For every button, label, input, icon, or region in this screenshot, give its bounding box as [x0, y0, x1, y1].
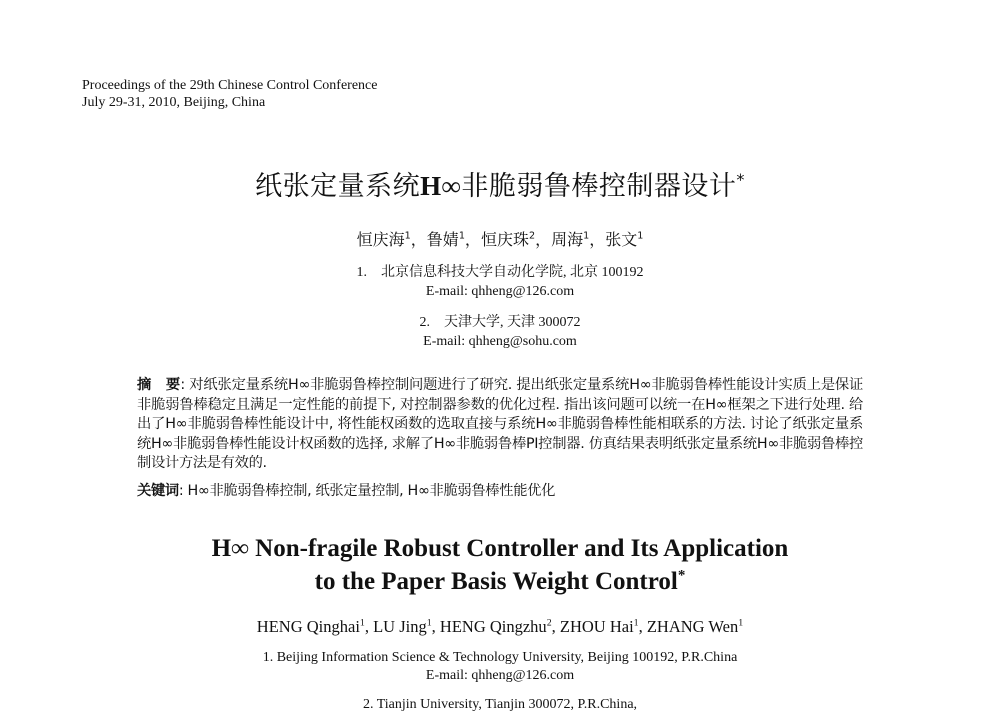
keywords-label: 关键词	[137, 483, 179, 499]
chinese-email-1: E-mail: qhheng@126.com	[425, 284, 575, 299]
chinese-affiliation-1: 1. 北京信息科技大学自动化学院, 北京 100192	[356, 265, 644, 280]
chinese-author-list: 恒庆海$^1$，鲁婧$^1$，恒庆珠$^2$，周海$^1$，张文$^1$	[356, 230, 644, 249]
english-author: ZHANG Wen$^1$	[646, 617, 744, 636]
abstract-text: : 对纸张定量系统H∞非脆弱鲁棒控制问题进行了研究. 提出纸张定量系统H∞非脆弱鲁棒性能设计实质上是保证非脆弱鲁棒稳定且满足一定性能的前提下, 对控制器参数的优化过程. 指出该问题可以统一在H∞框架之下进行处理. 给出了H∞非脆弱鲁棒性能设计中, 将性能权函数的选取直接与系统H∞非脆弱鲁棒性能相联系的方法. 讨论了纸张定量系统H∞非脆弱鲁棒性能设计权函数的选择, 求解了H∞非脆弱鲁棒PI控制器. 仿真结果表明纸张定量系统H∞非脆弱鲁棒控制设计方法是有效的.	[137, 377, 863, 472]
chinese-author: 张文$^1$	[605, 230, 644, 249]
chinese-title-part1: 纸张定量系统	[255, 171, 421, 202]
chinese-author: 恒庆海$^1$	[356, 230, 411, 249]
english-author: ZHOU Hai$^1$	[559, 617, 639, 636]
chinese-keywords	[137, 481, 863, 501]
english-title-footnote-mark: *	[677, 567, 686, 584]
chinese-title-footnote-mark: *	[736, 170, 745, 189]
chinese-author: 周海$^1$	[551, 230, 590, 249]
english-author: HENG Qinghai$^1$	[256, 617, 365, 636]
chinese-abstract	[137, 376, 863, 474]
chinese-email-2: E-mail: qhheng@sohu.com	[423, 334, 577, 349]
english-author-list: HENG Qinghai$^1$, LU Jing$^1$, HENG Qingzhu$^2$, ZHOU Hai$^1$, ZHANG Wen$^1$	[256, 617, 744, 636]
english-email-1: E-mail: qhheng@126.com	[425, 668, 575, 683]
chinese-title-hinf: H∞	[420, 171, 462, 201]
chinese-affiliation-2: 2. 天津大学, 天津 300072	[419, 315, 581, 330]
keywords-text: : H∞非脆弱鲁棒控制, 纸张定量控制, H∞非脆弱鲁棒性能优化	[178, 483, 556, 499]
proceedings-date: July 29-31, 2010, Beijing, China	[82, 95, 266, 110]
chinese-title-part2: 非脆弱鲁棒控制器设计	[461, 171, 737, 202]
chinese-title	[0, 169, 1000, 204]
english-title-line-2: to the Paper Basis Weight Control*	[314, 567, 686, 595]
chinese-author: 恒庆珠$^2$	[480, 230, 536, 249]
abstract-label: 摘 要	[137, 377, 181, 393]
english-affiliation-2: 2. Tianjin University, Tianjin 300072, P.R.China,	[362, 697, 638, 712]
english-affiliation-1: 1. Beijing Information Science & Technology University, Beijing 100192, P.R.China	[262, 650, 738, 665]
english-author: LU Jing$^1$	[373, 617, 432, 636]
english-title-line-1: H∞ Non-fragile Robust Controller and Its Application	[211, 535, 789, 562]
proceedings-name: Proceedings of the 29th Chinese Control Conference	[82, 78, 378, 93]
chinese-author: 鲁婧$^1$	[426, 230, 465, 249]
english-author: HENG Qingzhu$^2$	[439, 617, 552, 636]
proceedings-header	[82, 77, 377, 111]
